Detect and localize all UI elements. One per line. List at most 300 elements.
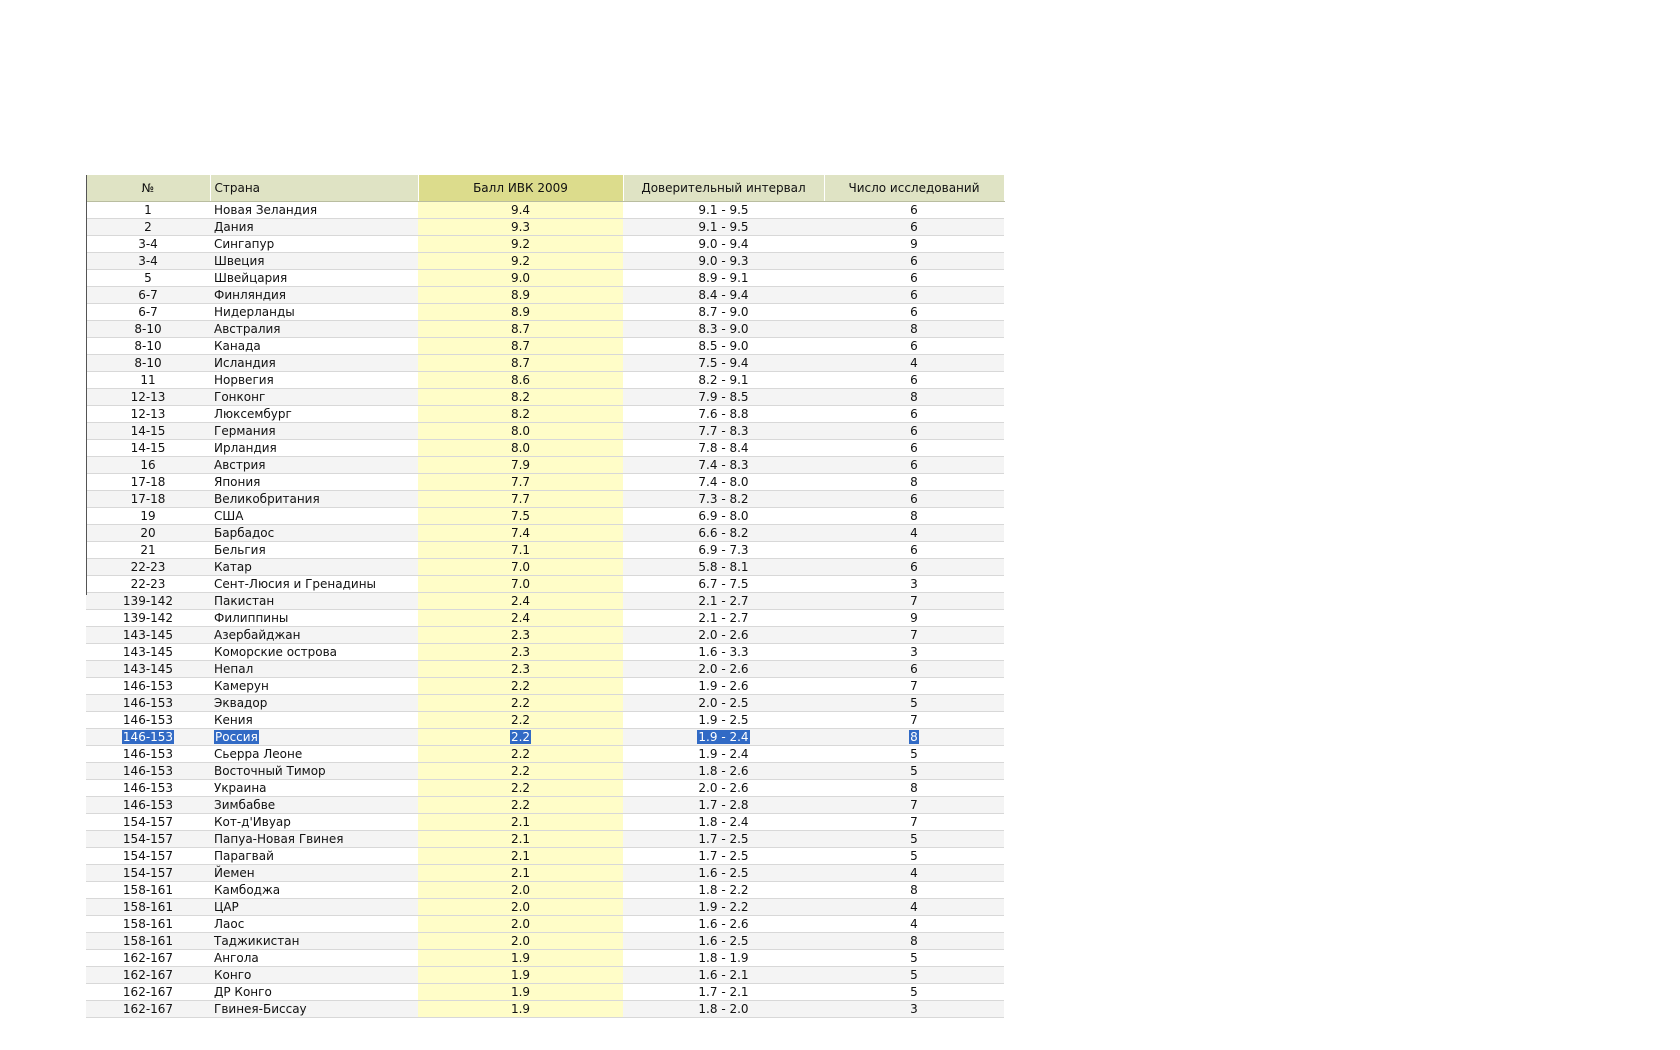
country-cell[interactable]: [210, 491, 418, 508]
rank-cell[interactable]: [86, 491, 210, 508]
rank-cell[interactable]: [86, 576, 210, 593]
interval-cell-text: 1.9 - 2.6: [698, 679, 749, 693]
score-cell[interactable]: [418, 1001, 623, 1018]
country-cell[interactable]: [210, 967, 418, 984]
score-cell[interactable]: [418, 423, 623, 440]
rank-cell[interactable]: [86, 559, 210, 576]
studies-cell[interactable]: [824, 525, 1004, 542]
table-row[interactable]: [86, 304, 1004, 321]
table-row[interactable]: [86, 287, 1004, 304]
column-header-num[interactable]: №: [86, 175, 210, 202]
country-cell[interactable]: [210, 270, 418, 287]
rank-cell[interactable]: [86, 593, 210, 610]
table-row[interactable]: [86, 525, 1004, 542]
rank-cell[interactable]: [86, 746, 210, 763]
studies-cell[interactable]: [824, 746, 1004, 763]
table-row[interactable]: [86, 457, 1004, 474]
country-cell[interactable]: [210, 389, 418, 406]
score-cell[interactable]: [418, 372, 623, 389]
table-row[interactable]: [86, 542, 1004, 559]
score-cell[interactable]: [418, 661, 623, 678]
table-row[interactable]: [86, 780, 1004, 797]
rank-cell[interactable]: [86, 814, 210, 831]
table-row[interactable]: [86, 695, 1004, 712]
table-row[interactable]: [86, 406, 1004, 423]
table-row[interactable]: [86, 610, 1004, 627]
country-cell[interactable]: [210, 219, 418, 236]
table-row[interactable]: [86, 984, 1004, 1001]
studies-cell[interactable]: [824, 950, 1004, 967]
studies-cell[interactable]: [824, 389, 1004, 406]
score-cell[interactable]: [418, 933, 623, 950]
score-cell[interactable]: [418, 474, 623, 491]
interval-cell[interactable]: [623, 882, 824, 899]
table-row[interactable]: [86, 508, 1004, 525]
score-cell[interactable]: [418, 831, 623, 848]
interval-cell[interactable]: [623, 202, 824, 219]
interval-cell[interactable]: [623, 950, 824, 967]
studies-cell[interactable]: [824, 916, 1004, 933]
country-cell[interactable]: [210, 287, 418, 304]
studies-cell[interactable]: [824, 831, 1004, 848]
score-cell[interactable]: [418, 287, 623, 304]
interval-cell[interactable]: [623, 1001, 824, 1018]
country-cell[interactable]: [210, 440, 418, 457]
country-cell[interactable]: [210, 525, 418, 542]
table-row[interactable]: [86, 967, 1004, 984]
studies-cell[interactable]: [824, 236, 1004, 253]
studies-cell[interactable]: [824, 644, 1004, 661]
table-row[interactable]: [86, 474, 1004, 491]
country-cell[interactable]: [210, 321, 418, 338]
score-cell[interactable]: [418, 440, 623, 457]
score-cell[interactable]: [418, 236, 623, 253]
country-cell[interactable]: [210, 899, 418, 916]
country-cell[interactable]: [210, 559, 418, 576]
table-row[interactable]: [86, 763, 1004, 780]
country-cell[interactable]: [210, 253, 418, 270]
rank-cell[interactable]: [86, 355, 210, 372]
score-cell[interactable]: [418, 797, 623, 814]
interval-cell[interactable]: [623, 712, 824, 729]
score-cell[interactable]: [418, 780, 623, 797]
country-cell[interactable]: [210, 916, 418, 933]
country-cell[interactable]: [210, 202, 418, 219]
interval-cell[interactable]: [623, 627, 824, 644]
interval-cell[interactable]: [623, 508, 824, 525]
score-cell[interactable]: [418, 644, 623, 661]
interval-cell[interactable]: [623, 474, 824, 491]
country-cell[interactable]: [210, 355, 418, 372]
studies-cell[interactable]: [824, 219, 1004, 236]
interval-cell[interactable]: [623, 644, 824, 661]
interval-cell[interactable]: [623, 678, 824, 695]
score-cell[interactable]: [418, 899, 623, 916]
country-cell[interactable]: [210, 814, 418, 831]
country-cell[interactable]: [210, 576, 418, 593]
score-cell[interactable]: [418, 304, 623, 321]
rank-cell[interactable]: [86, 338, 210, 355]
rank-cell[interactable]: [86, 661, 210, 678]
rank-cell[interactable]: [86, 950, 210, 967]
interval-cell[interactable]: [623, 321, 824, 338]
table-row[interactable]: [86, 916, 1004, 933]
studies-cell[interactable]: [824, 355, 1004, 372]
rank-cell-text: 20: [140, 526, 156, 540]
studies-cell[interactable]: [824, 287, 1004, 304]
country-cell-text: Зимбабве: [214, 798, 276, 812]
score-cell[interactable]: [418, 542, 623, 559]
country-cell[interactable]: [210, 882, 418, 899]
studies-cell[interactable]: [824, 984, 1004, 1001]
country-cell[interactable]: [210, 372, 418, 389]
rank-cell[interactable]: [86, 321, 210, 338]
country-cell[interactable]: [210, 780, 418, 797]
interval-cell[interactable]: [623, 967, 824, 984]
country-cell[interactable]: [210, 865, 418, 882]
country-cell[interactable]: [210, 763, 418, 780]
country-cell[interactable]: [210, 678, 418, 695]
score-cell[interactable]: [418, 950, 623, 967]
country-cell[interactable]: [210, 508, 418, 525]
rank-cell-text: 162-167: [122, 951, 174, 965]
score-cell[interactable]: [418, 763, 623, 780]
country-cell[interactable]: [210, 457, 418, 474]
score-cell[interactable]: [418, 457, 623, 474]
rank-cell[interactable]: [86, 508, 210, 525]
country-cell[interactable]: [210, 610, 418, 627]
interval-cell[interactable]: [623, 797, 824, 814]
interval-cell[interactable]: [623, 865, 824, 882]
rank-cell[interactable]: [86, 253, 210, 270]
studies-cell[interactable]: [824, 593, 1004, 610]
studies-cell[interactable]: [824, 848, 1004, 865]
score-cell[interactable]: [418, 678, 623, 695]
rank-cell[interactable]: [86, 423, 210, 440]
score-cell[interactable]: [418, 508, 623, 525]
rank-cell[interactable]: [86, 202, 210, 219]
column-header-studies[interactable]: Число исследований: [824, 175, 1004, 202]
interval-cell[interactable]: [623, 576, 824, 593]
score-cell[interactable]: [418, 865, 623, 882]
country-cell[interactable]: [210, 304, 418, 321]
studies-cell[interactable]: [824, 270, 1004, 287]
studies-cell-text: 6: [910, 254, 918, 268]
rank-cell[interactable]: [86, 644, 210, 661]
score-cell[interactable]: [418, 270, 623, 287]
rank-cell[interactable]: [86, 610, 210, 627]
studies-cell[interactable]: [824, 406, 1004, 423]
interval-cell[interactable]: [623, 406, 824, 423]
studies-cell[interactable]: [824, 202, 1004, 219]
rank-cell[interactable]: [86, 984, 210, 1001]
studies-cell[interactable]: [824, 474, 1004, 491]
country-cell[interactable]: [210, 848, 418, 865]
country-cell[interactable]: [210, 474, 418, 491]
studies-cell[interactable]: [824, 678, 1004, 695]
table-row[interactable]: [86, 899, 1004, 916]
table-row[interactable]: [86, 270, 1004, 287]
table-row[interactable]: [86, 355, 1004, 372]
score-cell[interactable]: [418, 746, 623, 763]
country-cell[interactable]: [210, 729, 418, 746]
table-row[interactable]: [86, 644, 1004, 661]
interval-cell[interactable]: [623, 916, 824, 933]
rank-cell[interactable]: [86, 780, 210, 797]
interval-cell[interactable]: [623, 542, 824, 559]
interval-cell[interactable]: [623, 270, 824, 287]
table-row[interactable]: [86, 423, 1004, 440]
studies-cell[interactable]: [824, 763, 1004, 780]
country-cell[interactable]: [210, 831, 418, 848]
table-row[interactable]: [86, 576, 1004, 593]
score-cell[interactable]: [418, 253, 623, 270]
studies-cell[interactable]: [824, 814, 1004, 831]
rank-cell[interactable]: [86, 899, 210, 916]
table-row[interactable]: [86, 219, 1004, 236]
interval-cell[interactable]: [623, 372, 824, 389]
score-cell[interactable]: [418, 406, 623, 423]
country-cell[interactable]: [210, 542, 418, 559]
studies-cell[interactable]: [824, 661, 1004, 678]
column-header-country[interactable]: Страна: [210, 175, 418, 202]
rank-cell[interactable]: [86, 372, 210, 389]
studies-cell[interactable]: [824, 338, 1004, 355]
country-cell[interactable]: [210, 695, 418, 712]
rank-cell[interactable]: [86, 389, 210, 406]
rank-cell[interactable]: [86, 967, 210, 984]
table-row[interactable]: [86, 933, 1004, 950]
studies-cell[interactable]: [824, 797, 1004, 814]
interval-cell[interactable]: [623, 219, 824, 236]
studies-cell[interactable]: [824, 780, 1004, 797]
rank-cell[interactable]: [86, 287, 210, 304]
table-row[interactable]: [86, 440, 1004, 457]
score-cell[interactable]: [418, 814, 623, 831]
interval-cell[interactable]: [623, 253, 824, 270]
country-cell[interactable]: [210, 423, 418, 440]
interval-cell[interactable]: [623, 899, 824, 916]
interval-cell[interactable]: [623, 661, 824, 678]
country-cell[interactable]: [210, 984, 418, 1001]
studies-cell[interactable]: [824, 321, 1004, 338]
country-cell[interactable]: [210, 627, 418, 644]
rank-cell[interactable]: [86, 304, 210, 321]
rank-cell[interactable]: [86, 627, 210, 644]
country-cell[interactable]: [210, 950, 418, 967]
score-cell[interactable]: [418, 576, 623, 593]
interval-cell[interactable]: [623, 848, 824, 865]
score-cell[interactable]: [418, 882, 623, 899]
country-cell[interactable]: [210, 236, 418, 253]
interval-cell[interactable]: [623, 423, 824, 440]
score-cell[interactable]: [418, 202, 623, 219]
studies-cell[interactable]: [824, 882, 1004, 899]
table-row[interactable]: [86, 559, 1004, 576]
studies-cell[interactable]: [824, 559, 1004, 576]
studies-cell[interactable]: [824, 627, 1004, 644]
table-row[interactable]: [86, 882, 1004, 899]
studies-cell[interactable]: [824, 712, 1004, 729]
studies-cell[interactable]: [824, 933, 1004, 950]
interval-cell[interactable]: [623, 457, 824, 474]
table-row[interactable]: [86, 372, 1004, 389]
studies-cell[interactable]: [824, 440, 1004, 457]
interval-cell[interactable]: [623, 610, 824, 627]
studies-cell[interactable]: [824, 729, 1004, 746]
interval-cell[interactable]: [623, 304, 824, 321]
table-row[interactable]: [86, 729, 1004, 746]
studies-cell[interactable]: [824, 457, 1004, 474]
rank-cell[interactable]: [86, 933, 210, 950]
country-cell[interactable]: [210, 712, 418, 729]
score-cell[interactable]: [418, 848, 623, 865]
rank-cell[interactable]: [86, 712, 210, 729]
interval-cell[interactable]: [623, 695, 824, 712]
rank-cell[interactable]: [86, 763, 210, 780]
score-cell[interactable]: [418, 389, 623, 406]
score-cell[interactable]: [418, 525, 623, 542]
interval-cell[interactable]: [623, 831, 824, 848]
studies-cell[interactable]: [824, 508, 1004, 525]
interval-cell[interactable]: [623, 984, 824, 1001]
rank-cell[interactable]: [86, 882, 210, 899]
rank-cell[interactable]: [86, 797, 210, 814]
rank-cell[interactable]: [86, 406, 210, 423]
table-row[interactable]: [86, 627, 1004, 644]
table-row[interactable]: [86, 236, 1004, 253]
rank-cell[interactable]: [86, 440, 210, 457]
table-row[interactable]: [86, 491, 1004, 508]
score-cell[interactable]: [418, 219, 623, 236]
rank-cell[interactable]: [86, 678, 210, 695]
interval-cell[interactable]: [623, 814, 824, 831]
score-cell[interactable]: [418, 916, 623, 933]
studies-cell[interactable]: [824, 542, 1004, 559]
score-cell[interactable]: [418, 984, 623, 1001]
rank-cell[interactable]: [86, 236, 210, 253]
studies-cell[interactable]: [824, 899, 1004, 916]
table-row[interactable]: [86, 848, 1004, 865]
rank-cell[interactable]: [86, 219, 210, 236]
rank-cell[interactable]: [86, 474, 210, 491]
table-row[interactable]: [86, 661, 1004, 678]
rank-cell[interactable]: [86, 270, 210, 287]
table-row[interactable]: [86, 865, 1004, 882]
studies-cell[interactable]: [824, 865, 1004, 882]
studies-cell[interactable]: [824, 695, 1004, 712]
score-cell[interactable]: [418, 712, 623, 729]
score-cell[interactable]: [418, 338, 623, 355]
interval-cell[interactable]: [623, 389, 824, 406]
interval-cell[interactable]: [623, 593, 824, 610]
interval-cell[interactable]: [623, 780, 824, 797]
studies-cell[interactable]: [824, 1001, 1004, 1018]
table-row[interactable]: [86, 338, 1004, 355]
interval-cell[interactable]: [623, 491, 824, 508]
table-row[interactable]: [86, 814, 1004, 831]
interval-cell[interactable]: [623, 933, 824, 950]
interval-cell[interactable]: [623, 729, 824, 746]
rank-cell[interactable]: [86, 525, 210, 542]
table-row[interactable]: [86, 389, 1004, 406]
country-cell[interactable]: [210, 746, 418, 763]
interval-cell[interactable]: [623, 236, 824, 253]
rank-cell[interactable]: [86, 1001, 210, 1018]
studies-cell[interactable]: [824, 304, 1004, 321]
rank-cell[interactable]: [86, 457, 210, 474]
score-cell[interactable]: [418, 355, 623, 372]
country-cell[interactable]: [210, 797, 418, 814]
interval-cell[interactable]: [623, 440, 824, 457]
country-cell[interactable]: [210, 406, 418, 423]
studies-cell[interactable]: [824, 423, 1004, 440]
score-cell[interactable]: [418, 491, 623, 508]
score-cell[interactable]: [418, 559, 623, 576]
rank-cell[interactable]: [86, 542, 210, 559]
country-cell-text: Катар: [214, 560, 252, 574]
studies-cell[interactable]: [824, 576, 1004, 593]
interval-cell[interactable]: [623, 559, 824, 576]
table-row[interactable]: [86, 712, 1004, 729]
country-cell[interactable]: [210, 1001, 418, 1018]
country-cell[interactable]: [210, 593, 418, 610]
score-cell[interactable]: [418, 627, 623, 644]
column-header-score[interactable]: Балл ИВК 2009: [418, 175, 623, 202]
rank-cell[interactable]: [86, 729, 210, 746]
table-row[interactable]: [86, 678, 1004, 695]
interval-cell[interactable]: [623, 355, 824, 372]
studies-cell[interactable]: [824, 967, 1004, 984]
column-header-interval[interactable]: Доверительный интервал: [623, 175, 824, 202]
score-cell[interactable]: [418, 967, 623, 984]
country-cell[interactable]: [210, 933, 418, 950]
table-row[interactable]: [86, 797, 1004, 814]
interval-cell[interactable]: [623, 338, 824, 355]
studies-cell[interactable]: [824, 491, 1004, 508]
interval-cell[interactable]: [623, 525, 824, 542]
score-cell[interactable]: [418, 593, 623, 610]
rank-cell[interactable]: [86, 695, 210, 712]
rank-cell[interactable]: [86, 865, 210, 882]
country-cell[interactable]: [210, 338, 418, 355]
studies-cell[interactable]: [824, 253, 1004, 270]
table-row[interactable]: [86, 253, 1004, 270]
rank-cell[interactable]: [86, 848, 210, 865]
interval-cell[interactable]: [623, 746, 824, 763]
score-cell-text: 2.1: [510, 849, 531, 863]
table-row[interactable]: [86, 321, 1004, 338]
table-row[interactable]: [86, 831, 1004, 848]
studies-cell[interactable]: [824, 372, 1004, 389]
table-row[interactable]: [86, 746, 1004, 763]
country-cell[interactable]: [210, 644, 418, 661]
table-row[interactable]: [86, 202, 1004, 219]
table-row[interactable]: [86, 950, 1004, 967]
score-cell[interactable]: [418, 695, 623, 712]
studies-cell[interactable]: [824, 610, 1004, 627]
rank-cell[interactable]: [86, 916, 210, 933]
score-cell[interactable]: [418, 729, 623, 746]
score-cell[interactable]: [418, 610, 623, 627]
table-row[interactable]: [86, 1001, 1004, 1018]
table-row[interactable]: [86, 593, 1004, 610]
rank-cell[interactable]: [86, 831, 210, 848]
interval-cell[interactable]: [623, 287, 824, 304]
interval-cell[interactable]: [623, 763, 824, 780]
country-cell[interactable]: [210, 661, 418, 678]
score-cell[interactable]: [418, 321, 623, 338]
